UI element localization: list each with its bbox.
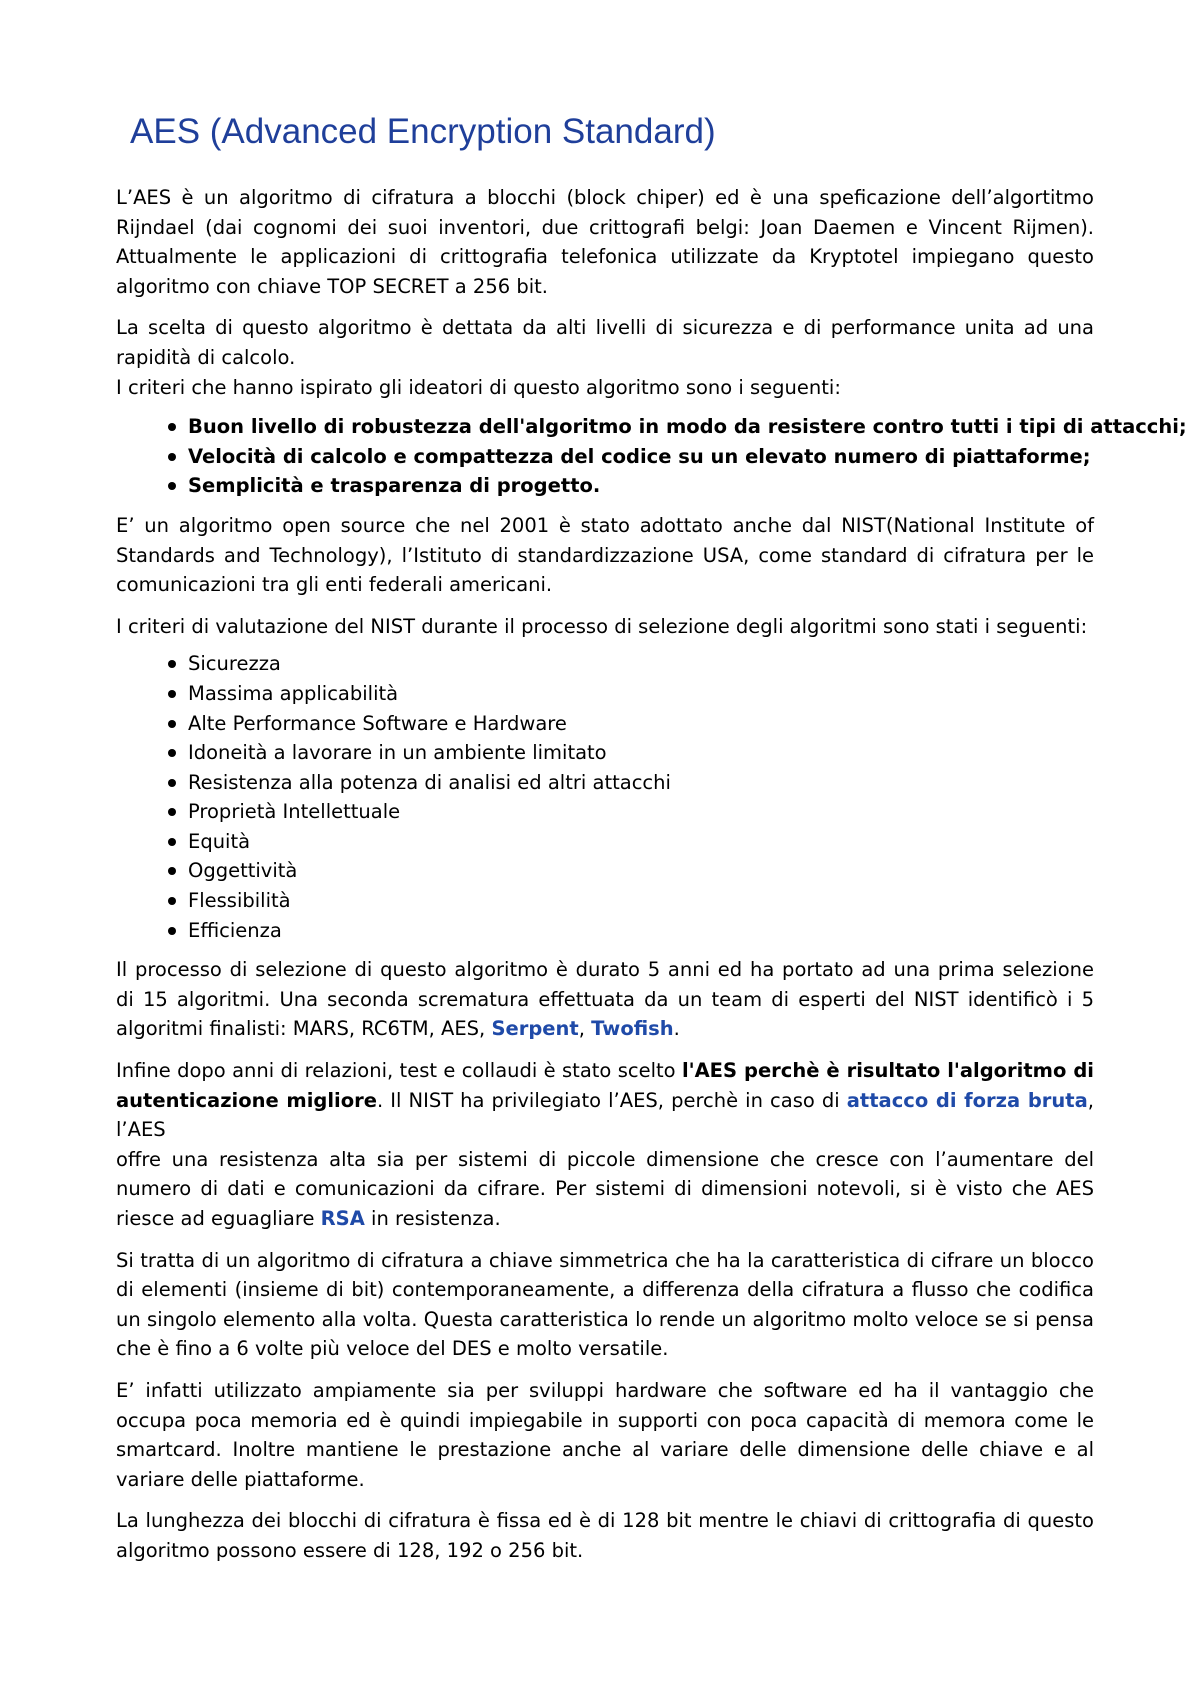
bullet-dot-icon bbox=[168, 482, 176, 490]
text-line: L’AES è un algoritmo di cifratura a blocchi (block chiper) ed è una speficazione dell’algortitmo bbox=[116, 186, 1094, 209]
list-item bbox=[116, 412, 1187, 442]
text-run: riesce ad eguagliare bbox=[116, 1207, 321, 1230]
text-line: variare delle piattaforme. bbox=[116, 1467, 365, 1491]
text-line: offre una resistenza alta sia per sistemi di piccole dimensione che cresce con l’aumentare del bbox=[116, 1147, 1094, 1171]
bullet-dot-icon bbox=[168, 838, 176, 846]
list-item bbox=[116, 649, 1094, 679]
text-run: in resistenza. bbox=[364, 1207, 501, 1230]
bullet-dot-icon bbox=[168, 749, 176, 757]
text-line: Il processo di selezione di questo algoritmo è durato 5 anni ed ha portato ad una prima selezione bbox=[116, 958, 1094, 982]
list-item-text: Resistenza alla potenza di analisi ed altri attacchi bbox=[188, 770, 671, 794]
text-line: E’ un algoritmo open source che nel 2001 è stato adottato anche dal NIST(National Institute of bbox=[116, 513, 1094, 537]
paragraph-nist-criteria bbox=[116, 612, 1094, 642]
paragraph-selection bbox=[116, 955, 1094, 1044]
list-item-text: Sicurezza bbox=[188, 652, 281, 676]
text-line: che è fino a 6 volte più veloce del DES e molto versatile. bbox=[116, 1337, 669, 1361]
list-item-text: Efficienza bbox=[188, 918, 282, 942]
text-line: algoritmo con chiave TOP SECRET a 256 bit. bbox=[116, 274, 548, 298]
text-line bbox=[116, 1204, 1094, 1234]
list-item-text: Massima applicabilità bbox=[188, 681, 399, 705]
list-item bbox=[116, 471, 1094, 501]
list-item-text: Idoneità a lavorare in un ambiente limitato bbox=[188, 741, 607, 765]
text-line: I criteri che hanno ispirato gli ideatori di questo algoritmo sono i seguenti: bbox=[116, 375, 841, 399]
bullet-dot-icon bbox=[168, 779, 176, 787]
bold-text: l'AES perchè è risultato l'algoritmo di bbox=[681, 1059, 1094, 1083]
bullet-dot-icon bbox=[168, 453, 176, 461]
list-item bbox=[116, 886, 1094, 916]
page-title: AES (Advanced Encryption Standard) bbox=[130, 112, 716, 151]
list-item bbox=[116, 768, 1094, 798]
bullet-dot-icon bbox=[168, 897, 176, 905]
serpent-link[interactable]: Serpent bbox=[491, 1017, 579, 1041]
list-item bbox=[116, 916, 1094, 946]
text-line: numero di dati e comunicazioni da cifrare. Per sistemi di dimensioni notevoli, si è visto che AES bbox=[116, 1177, 1094, 1201]
list-item bbox=[116, 709, 1094, 739]
text-line: I criteri di valutazione del NIST durante il processo di selezione degli algoritmi sono stati i seguenti: bbox=[116, 614, 1088, 638]
text-line bbox=[116, 1014, 1094, 1044]
text-run: , bbox=[578, 1017, 592, 1041]
list-item-text: Alte Performance Software e Hardware bbox=[188, 711, 567, 735]
text-line: di elementi (insieme di bit) contemporaneamente, a differenza della cifratura a flusso che codifica bbox=[116, 1278, 1094, 1302]
text-line: Standards and Technology), l’Istituto di standardizzazione USA, come standard di cifratura per le bbox=[116, 543, 1094, 567]
list-item bbox=[116, 442, 1094, 472]
bullet-dot-icon bbox=[168, 423, 176, 431]
bullet-dot-icon bbox=[168, 867, 176, 875]
text-line: Rijndael (dai cognomi dei suoi inventori, due crittografi belgi: Joan Daemen e Vincent Rijmen). bbox=[116, 215, 1094, 239]
bullet-dot-icon bbox=[168, 660, 176, 668]
list-item-text: Oggettività bbox=[188, 859, 298, 883]
list-item-text: Velocità di calcolo e compattezza del codice su un elevato numero di piattaforme; bbox=[188, 444, 1091, 468]
text-line: Si tratta di un algoritmo di cifratura a chiave simmetrica che ha la caratteristica di cifrare un blocco bbox=[116, 1248, 1094, 1272]
twofish-link[interactable]: Twofish bbox=[591, 1017, 674, 1041]
list-item bbox=[116, 679, 1094, 709]
text-line: La lunghezza dei blocchi di cifratura è fissa ed è di 128 bit mentre le chiavi di crittografia di questo bbox=[116, 1509, 1094, 1533]
text-line: La scelta di questo algoritmo è dettata da alti livelli di sicurezza e di performance unita ad una bbox=[116, 316, 1094, 340]
text-run: Infine dopo anni di relazioni, test e collaudi è stato scelto bbox=[116, 1059, 682, 1083]
brute-force-link[interactable]: attacco di forza bruta bbox=[846, 1088, 1088, 1112]
list-item bbox=[116, 856, 1094, 886]
paragraph-usage bbox=[116, 1376, 1094, 1494]
rsa-link[interactable]: RSA bbox=[320, 1207, 365, 1230]
bullet-dot-icon bbox=[168, 927, 176, 935]
paragraph-choice bbox=[116, 313, 1094, 402]
text-line: Attualmente le applicazioni di crittografia telefonica utilizzate da Kryptotel impiegano questo bbox=[116, 245, 1094, 269]
document-body bbox=[116, 183, 1187, 1566]
list-item bbox=[116, 827, 1094, 857]
text-run: algoritmi finalisti: MARS, RC6TM, AES, bbox=[116, 1017, 492, 1041]
bullet-dot-icon bbox=[168, 808, 176, 816]
design-criteria-list bbox=[116, 412, 1187, 501]
list-item-text: Flessibilità bbox=[188, 889, 291, 913]
paragraph-intro bbox=[116, 183, 1094, 301]
list-item-text: Semplicità e trasparenza di progetto. bbox=[188, 474, 601, 498]
text-line: comunicazioni tra gli enti federali americani. bbox=[116, 573, 553, 597]
text-line: rapidità di calcolo. bbox=[116, 345, 296, 369]
list-item bbox=[116, 797, 1094, 827]
paragraph-block-length bbox=[116, 1506, 1094, 1565]
paragraph-symmetric bbox=[116, 1246, 1094, 1364]
paragraph-nist bbox=[116, 511, 1094, 600]
list-item-text: Buon livello di robustezza dell'algoritmo in modo da resistere contro tutti i tipi di attacchi; bbox=[188, 415, 1187, 439]
text-line bbox=[116, 1086, 1094, 1145]
text-line: algoritmo possono essere di 128, 192 o 256 bit. bbox=[116, 1538, 584, 1562]
list-item-text: Proprietà Intellettuale bbox=[188, 800, 401, 824]
text-line bbox=[116, 1056, 1094, 1086]
text-line: E’ infatti utilizzato ampiamente sia per sviluppi hardware che software ed ha il vantaggio che bbox=[116, 1378, 1094, 1402]
nist-criteria-list bbox=[116, 649, 1094, 945]
bullet-dot-icon bbox=[168, 690, 176, 698]
paragraph-choice-aes bbox=[116, 1056, 1094, 1234]
list-item-text: Equità bbox=[188, 829, 251, 853]
text-run: , l’AES bbox=[116, 1088, 1094, 1142]
text-line: occupa poca memoria ed è quindi impiegabile in supporti con poca capacità di memora come le bbox=[116, 1408, 1094, 1432]
list-item bbox=[116, 738, 1094, 768]
bullet-dot-icon bbox=[168, 720, 176, 728]
text-line: un singolo elemento alla volta. Questa caratteristica lo rende un algoritmo molto veloce se si pensa bbox=[116, 1307, 1094, 1331]
text-line: smartcard. Inoltre mantiene le prestazione anche al variare delle dimensione delle chiave e al bbox=[116, 1438, 1094, 1462]
bold-text: autenticazione migliore bbox=[116, 1088, 377, 1112]
text-run: . Il NIST ha privilegiato l’AES, perchè in caso di bbox=[376, 1088, 847, 1112]
text-run: . bbox=[673, 1017, 680, 1041]
text-line: di 15 algoritmi. Una seconda scrematura effettuata da un team di esperti del NIST identificò i 5 bbox=[116, 987, 1094, 1011]
